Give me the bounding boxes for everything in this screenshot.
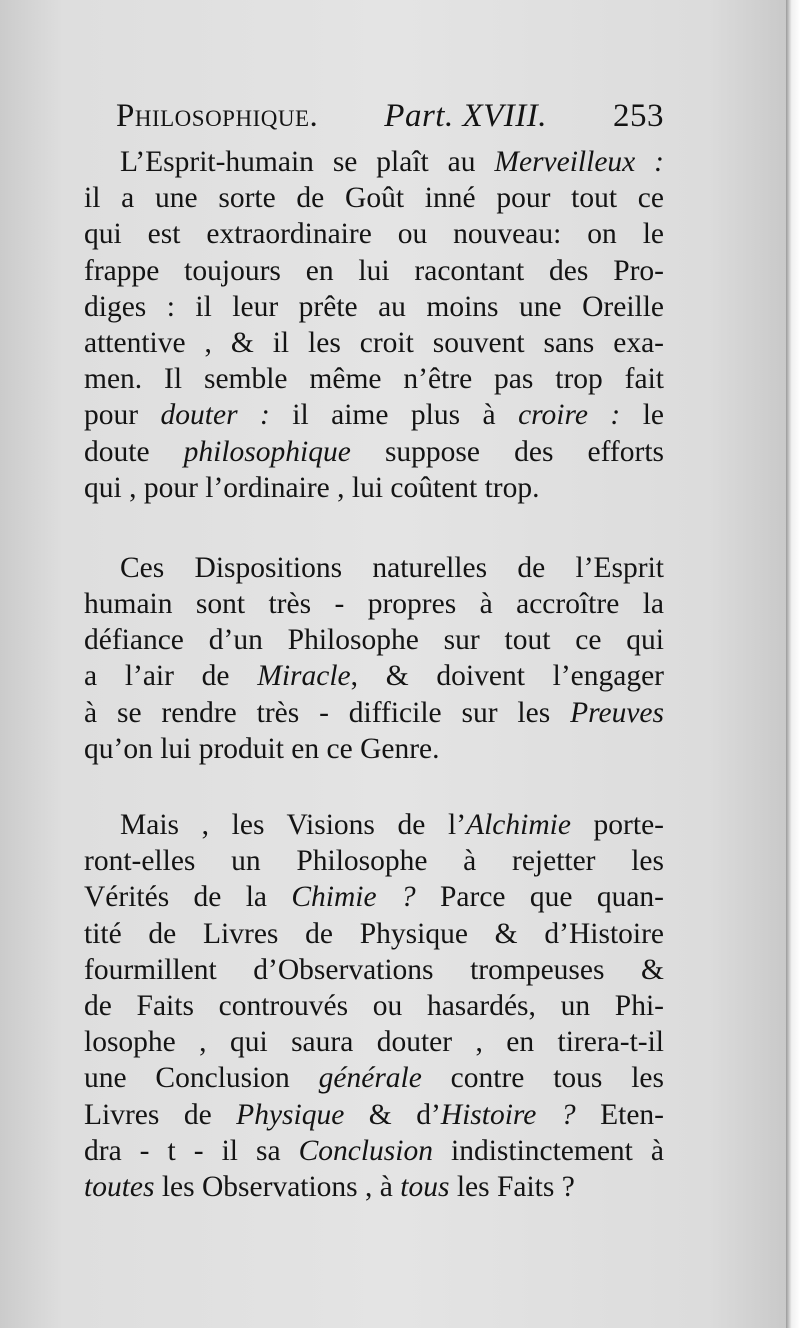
text-segment: diges : il leur prête au moins une Oreille — [84, 290, 664, 323]
text-line — [84, 180, 664, 216]
italic-segment: Preuves — [570, 696, 664, 729]
text-line — [84, 216, 664, 252]
italic-segment: Conclusion — [298, 1134, 433, 1167]
text-line — [84, 253, 664, 289]
text-segment: qu’on lui produit en ce Genre. — [84, 732, 440, 765]
text-segment: fourmillent d’Observations trompeuses & — [84, 953, 664, 986]
paragraph — [84, 144, 664, 506]
text-line — [84, 325, 664, 361]
text-segment: Mais , les Visions de l’ — [120, 809, 467, 841]
text-segment: tité de Livres de Physique & d’Histoire — [84, 917, 664, 950]
italic-segment: croire : — [518, 399, 621, 432]
text-segment: de Faits controuvés ou hasardés, un Phi- — [84, 989, 664, 1022]
text-segment: dra - t - il sa — [84, 1134, 299, 1167]
text-line — [84, 879, 664, 915]
italic-segment: Chimie ? — [291, 881, 416, 914]
text-segment: indistinctement à — [432, 1134, 664, 1167]
text-line — [84, 1024, 664, 1060]
text-segment: L’Esprit-humain se plaît au — [120, 146, 495, 178]
text-line — [84, 470, 664, 506]
body-text — [84, 144, 664, 1205]
text-segment: suppose des efforts — [350, 435, 664, 468]
text-segment: qui est extraordinaire ou nouveau: on le — [84, 218, 664, 251]
text-line — [84, 144, 664, 180]
text-segment: doute — [84, 435, 184, 468]
italic-segment: Physique — [236, 1098, 345, 1131]
text-segment: & d’ — [344, 1098, 441, 1131]
italic-segment: philosophique — [183, 435, 351, 468]
text-line — [84, 988, 664, 1024]
text-segment: porte- — [570, 809, 664, 841]
text-segment: men. Il semble même n’être pas trop fait — [84, 363, 664, 396]
page-edge — [786, 0, 800, 1328]
text-line — [84, 843, 664, 879]
text-segment: , & doivent l’engager — [350, 660, 664, 693]
text-segment: les Faits ? — [449, 1170, 575, 1203]
text-segment: il aime plus à — [269, 399, 519, 432]
page-number: 253 — [613, 98, 664, 134]
text-line — [84, 397, 664, 433]
text-segment: frappe toujours en lui racontant des Pro- — [84, 254, 664, 287]
italic-segment: Miracle — [257, 660, 351, 693]
text-segment: a l’air de — [84, 660, 258, 693]
text-segment: une Conclusion — [84, 1062, 319, 1095]
text-line — [84, 289, 664, 325]
text-line — [84, 361, 664, 397]
italic-segment: générale — [318, 1062, 422, 1095]
paragraph — [84, 807, 664, 1205]
italic-segment: Histoire ? — [440, 1098, 576, 1131]
text-line — [84, 1133, 664, 1169]
text-segment: défiance d’un Philosophe sur tout ce qui — [84, 624, 664, 657]
text-segment: contre tous les — [421, 1062, 664, 1095]
text-segment: pour — [84, 399, 161, 432]
text-segment: à se rendre très - difficile sur les — [84, 696, 571, 729]
text-segment: Parce que quan- — [415, 881, 664, 914]
text-segment: attentive , & il les croit souvent sans exa- — [84, 326, 664, 359]
text-block — [84, 98, 664, 1205]
text-segment: Ces Dispositions naturelles de l’Esprit — [120, 551, 664, 584]
text-segment: Vérités de la — [84, 881, 292, 914]
text-segment: Livres de — [84, 1098, 237, 1131]
text-line — [84, 658, 664, 694]
running-head-part: Part. XVIII. — [384, 98, 547, 134]
text-line — [84, 731, 664, 767]
italic-segment: tous — [400, 1170, 450, 1203]
running-head — [84, 98, 664, 144]
paragraph — [84, 550, 664, 767]
text-line — [84, 434, 664, 470]
italic-segment: toutes — [84, 1170, 155, 1203]
paragraph-gap — [84, 767, 664, 807]
text-line — [84, 916, 664, 952]
text-segment: losophe , qui saura douter , en tirera-t-il — [84, 1026, 664, 1059]
text-segment: il a une sorte de Goût inné pour tout ce — [84, 182, 664, 215]
text-line — [84, 807, 664, 843]
text-line — [84, 1169, 664, 1205]
italic-segment: douter : — [160, 399, 270, 432]
text-line — [84, 586, 664, 622]
text-line — [84, 550, 664, 586]
text-line — [84, 622, 664, 658]
text-line — [84, 952, 664, 988]
text-line — [84, 695, 664, 731]
paragraph-gap — [84, 506, 664, 550]
text-segment: ront-elles un Philosophe à rejetter les — [84, 845, 664, 878]
italic-segment: Merveilleux : — [494, 146, 664, 178]
text-segment: Eten- — [575, 1098, 664, 1131]
text-segment: humain sont très - propres à accroître la — [84, 588, 664, 621]
running-head-title: Philosophique. — [116, 98, 319, 134]
text-segment: qui , pour l’ordinaire , lui coûtent trop. — [84, 471, 540, 504]
text-line — [84, 1060, 664, 1096]
text-segment: le — [620, 399, 665, 432]
italic-segment: Alchimie — [466, 809, 571, 841]
text-segment: les Observations , à — [154, 1170, 401, 1203]
text-line — [84, 1097, 664, 1133]
